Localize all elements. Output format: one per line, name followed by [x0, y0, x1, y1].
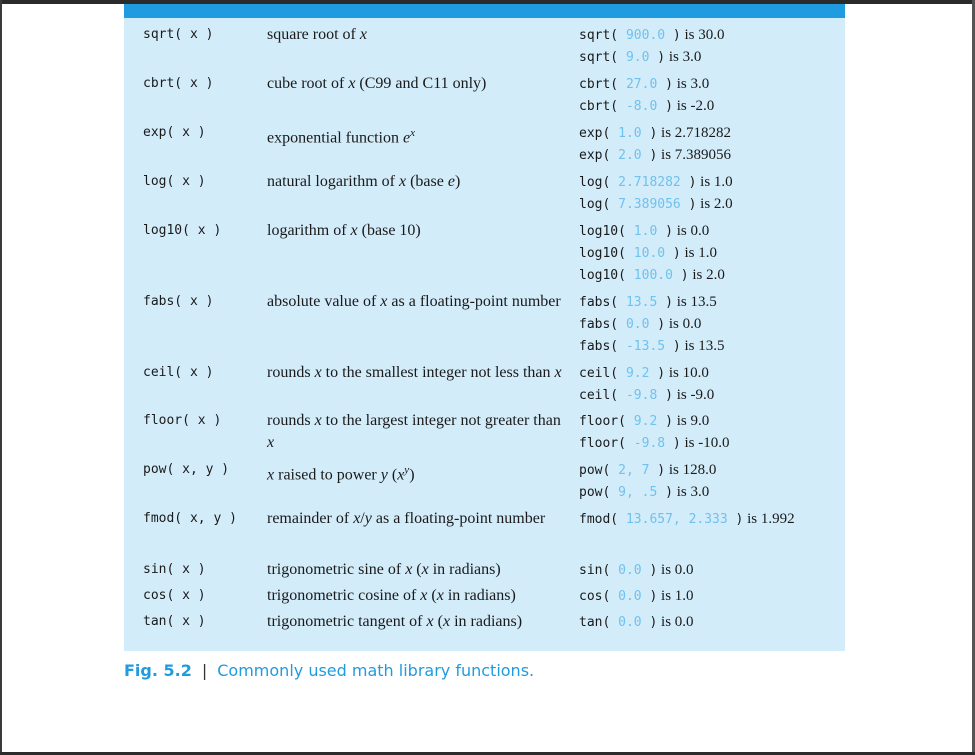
function-description: trigonometric tangent of x (x in radians) — [267, 613, 523, 630]
example-line: fabs( -13.5 ) is 13.5 — [579, 338, 725, 354]
example-line: tan( 0.0 ) is 0.0 — [579, 614, 694, 630]
function-signature: ceil( x ) — [143, 365, 214, 380]
function-signature: cbrt( x ) — [143, 76, 214, 91]
function-examples — [579, 611, 694, 633]
function-signature: tan( x ) — [143, 614, 206, 629]
function-description: x raised to power y $(x^y)$ — [267, 464, 415, 484]
example-line: cbrt( -8.0 ) is -2.0 — [579, 98, 715, 114]
function-signature: floor( x ) — [143, 413, 222, 428]
function-description: remainder of x/y as a floating-point number — [267, 510, 546, 527]
example-line: ceil( -9.8 ) is -9.0 — [579, 387, 715, 403]
function-examples — [579, 291, 725, 357]
function-signature: sin( x ) — [143, 562, 206, 577]
figure-label: Fig. 5.2 — [124, 661, 192, 680]
caption-separator: | — [201, 661, 208, 680]
table-header-bar — [124, 4, 845, 18]
example-line: pow( 9, .5 ) is 3.0 — [579, 484, 710, 500]
example-line: fabs( 0.0 ) is 0.0 — [579, 316, 702, 332]
function-examples — [579, 508, 795, 530]
example-line: cbrt( 27.0 ) is 3.0 — [579, 76, 710, 92]
function-signature: pow( x, y ) — [143, 462, 230, 477]
function-description: square root of x — [267, 26, 367, 43]
function-signature: log( x ) — [143, 174, 206, 189]
window-left-border — [0, 0, 2, 755]
function-signature: fabs( x ) — [143, 294, 214, 309]
function-examples — [579, 73, 714, 117]
function-description: natural logarithm of x (base e) — [267, 173, 461, 190]
function-description: cube root of x (C99 and C11 only) — [267, 75, 487, 92]
function-description: trigonometric sine of x (x in radians) — [267, 561, 501, 578]
example-line: exp( 1.0 ) is 2.718282 — [579, 125, 732, 141]
example-line: cos( 0.0 ) is 1.0 — [579, 588, 694, 604]
function-signature: exp( x ) — [143, 125, 206, 140]
example-line: fmod( 13.657, 2.333 ) is 1.992 — [579, 511, 795, 527]
function-description: rounds x to the smallest integer not less than x — [267, 364, 562, 381]
example-line: pow( 2, 7 ) is 128.0 — [579, 462, 717, 478]
function-examples — [579, 559, 694, 581]
example-line: sin( 0.0 ) is 0.0 — [579, 562, 694, 578]
figure-caption — [124, 661, 534, 680]
function-examples — [579, 24, 725, 68]
example-line: floor( 9.2 ) is 9.0 — [579, 413, 710, 429]
example-line: floor( -9.8 ) is -10.0 — [579, 435, 730, 451]
function-examples — [579, 122, 731, 166]
example-line: log( 7.389056 ) is 2.0 — [579, 196, 733, 212]
math-functions-table — [124, 4, 845, 651]
function-description: logarithm of x (base 10) — [267, 222, 421, 239]
function-examples — [579, 220, 725, 286]
example-line: ceil( 9.2 ) is 10.0 — [579, 365, 709, 381]
function-signature: fmod( x, y ) — [143, 511, 237, 526]
function-signature: sqrt( x ) — [143, 27, 214, 42]
example-line: fabs( 13.5 ) is 13.5 — [579, 294, 717, 310]
function-examples — [579, 171, 733, 215]
example-line: sqrt( 900.0 ) is 30.0 — [579, 27, 725, 43]
function-examples — [579, 459, 716, 503]
function-examples — [579, 362, 714, 406]
example-line: log( 2.718282 ) is 1.0 — [579, 174, 733, 190]
caption-text: Commonly used math library functions. — [217, 661, 535, 680]
function-examples — [579, 585, 694, 607]
example-line: log10( 10.0 ) is 1.0 — [579, 245, 718, 261]
function-examples — [579, 410, 730, 454]
function-signature: log10( x ) — [143, 223, 222, 238]
example-line: exp( 2.0 ) is 7.389056 — [579, 147, 732, 163]
function-description: rounds x to the largest integer not greater than x — [267, 412, 561, 451]
example-line: sqrt( 9.0 ) is 3.0 — [579, 49, 702, 65]
function-description: exponential function $e^x$ — [267, 127, 415, 147]
function-description: absolute value of x as a floating-point number — [267, 293, 561, 310]
function-description: trigonometric cosine of x (x in radians) — [267, 587, 516, 604]
example-line: log10( 1.0 ) is 0.0 — [579, 223, 710, 239]
function-signature: cos( x ) — [143, 588, 206, 603]
example-line: log10( 100.0 ) is 2.0 — [579, 267, 725, 283]
